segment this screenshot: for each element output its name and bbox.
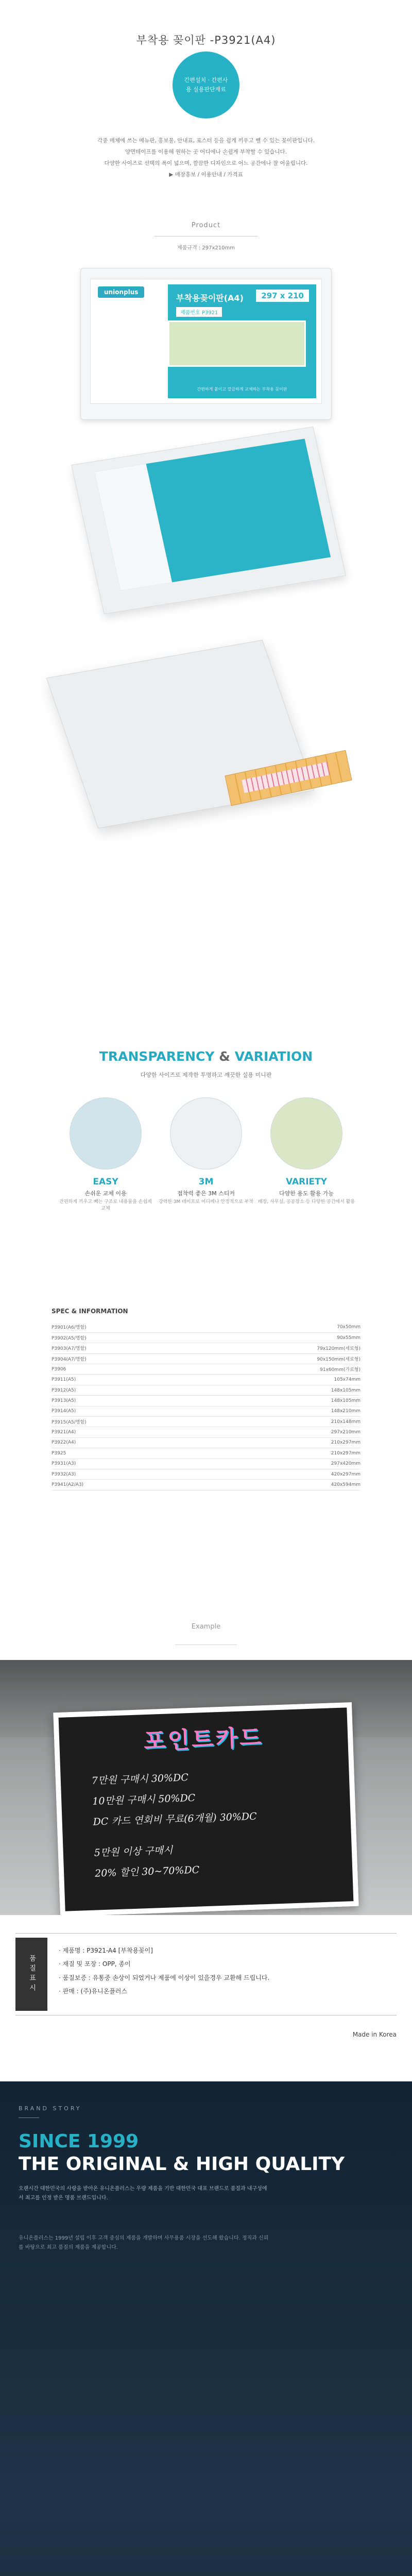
- info-list: [59, 1944, 269, 1998]
- insert-panel: [95, 438, 331, 590]
- spec-model: P3902(A5/명함): [52, 1332, 189, 1343]
- insert-white: [95, 464, 173, 590]
- card-title: 부착용꽂이판(A4): [176, 293, 244, 303]
- spec-row: [52, 1469, 360, 1479]
- product-label: Product: [191, 222, 221, 229]
- spec-model: P3922(A4): [52, 1437, 189, 1448]
- spec-model: P3932(A3): [52, 1469, 189, 1479]
- spec-model: P3912(A5): [52, 1385, 189, 1395]
- spec-size: 420x297mm: [189, 1469, 360, 1479]
- pop-line: DC 카드 연회비 무료(6개월) 30%DC: [93, 1810, 257, 1828]
- brand-original: THE ORIGINAL & HIGH QUALITY: [19, 2154, 345, 2175]
- card-photo: [168, 320, 306, 367]
- spec-model: P3941(A2/A3): [52, 1480, 189, 1490]
- spec-size: 91x60mm(가로형): [189, 1364, 360, 1375]
- feature-name: EASY: [93, 1177, 118, 1187]
- brand-since: SINCE 1999: [19, 2131, 139, 2152]
- transparency-sub: 다양한 사이즈로 제작한 투명하고 깨끗한 실용 미니판: [140, 1072, 272, 1078]
- feature-name: 3M: [198, 1177, 214, 1187]
- pop-line: 20% 할인 30~70%DC: [94, 1864, 200, 1879]
- intro-line: 다양한 사이즈로 선택의 폭이 넓으며, 깔끔한 디자인으로 어느 공간에나 잘 어울립니다.: [104, 160, 308, 167]
- spec-model: P3915(A5/명함): [52, 1417, 189, 1427]
- feature-desc: 손쉬운 교체 이용: [84, 1190, 127, 1197]
- info-item: · 품질보증 : 유통중 손상이 되었거나 제품에 이상이 있을경우 교환해 드립니다.: [59, 1974, 270, 1981]
- spec-row: [52, 1364, 360, 1375]
- made-in: Made in Korea: [352, 2031, 397, 2038]
- spec-row: [52, 1480, 360, 1490]
- spec-size: 148x105mm: [189, 1396, 360, 1406]
- spec-model: P3904(A7/명함): [52, 1353, 189, 1364]
- intro-line: 양면테이프를 이용해 원하는 곳 어디에나 손쉽게 부착할 수 있습니다.: [125, 149, 287, 156]
- product-size: 제품규격 : 297x210mm: [177, 245, 235, 251]
- spec-row: [52, 1427, 360, 1437]
- example-label: Example: [191, 1623, 221, 1631]
- spec-row: [52, 1353, 360, 1364]
- product-image-plate: [46, 640, 315, 828]
- spec-row: [52, 1417, 360, 1427]
- divider: [19, 2117, 39, 2118]
- pop-title: 포인트카드: [143, 1724, 264, 1755]
- brand-logo: unionplus: [98, 286, 144, 298]
- brand-story: [0, 2081, 412, 2576]
- spec-model: P3925: [52, 1448, 189, 1459]
- spec-size: 297x420mm: [189, 1459, 360, 1469]
- spec-model: P3901(A6/명함): [52, 1322, 189, 1332]
- info-item: · 재질 및 포장 : OPP, 종이: [59, 1960, 131, 1968]
- spec-row: [52, 1322, 360, 1332]
- spec-model: P3903(A7/명함): [52, 1343, 189, 1353]
- brand-story-label: BRAND STORY: [19, 2105, 82, 2112]
- spec-model: P3921(A4): [52, 1427, 189, 1437]
- feature-variety: [258, 1097, 355, 1206]
- product-image-angled: [71, 427, 346, 614]
- feature-badge: 간편설치 · 간편사용 실용판단재료: [173, 52, 239, 118]
- spec-size: 297x210mm: [189, 1427, 360, 1437]
- spec-row: [52, 1343, 360, 1353]
- feature-detail: 강력한 3M 테이프로 어디에나 안정적으로 부착: [158, 1199, 254, 1205]
- spec-model: P3913(A5): [52, 1396, 189, 1406]
- feature-desc: 접착력 좋은 3M 스티커: [177, 1190, 235, 1197]
- info-item: · 제품명 : P3921-A4 [부착용꽂이]: [59, 1947, 153, 1954]
- info-tag: 품질표시: [15, 1938, 47, 2011]
- spec-model: P3911(A5): [52, 1375, 189, 1385]
- spec-model: P3931(A3): [52, 1459, 189, 1469]
- brand-paragraph: 유니온플러스는 1999년 설립 이후 고객 중심의 제품을 개발하며 사무용품 시장을 선도해 왔습니다. 정직과 신뢰를 바탕으로 최고 품질의 제품을 제공합니다.: [19, 2235, 269, 2250]
- spec-size: 70x50mm: [189, 1322, 360, 1332]
- brand-paragraph: 오랜시간 대한민국의 사랑을 받아온 유니온플러스는 우량 제품을 기반 대한민국 대표 브랜드로 품질과 내구성에서 최고를 인정 받은 명품 브랜드입니다.: [19, 2186, 267, 2201]
- spec-size: 210x297mm: [189, 1448, 360, 1459]
- card-size: 297 x 210: [256, 290, 309, 302]
- spec-title: SPEC & INFORMATION: [52, 1308, 128, 1315]
- feature-detail: 간편하게 끼우고 빼는 구조로 내용물을 손쉽게 교체: [59, 1199, 152, 1211]
- pop-line: 7만원 구매시 30%DC: [91, 1772, 189, 1787]
- pop-line: 5만원 이상 구매시: [94, 1844, 173, 1859]
- spec-size: 148x210mm: [189, 1406, 360, 1416]
- feature-easy: [57, 1097, 154, 1212]
- feature-3m: [157, 1097, 255, 1206]
- card-model-badge: 제품번호 P3921: [176, 307, 222, 317]
- display-frame: [53, 1702, 358, 1915]
- transparency-heading: [0, 1049, 412, 1064]
- heading-a: TRANSPARENCY: [99, 1049, 215, 1064]
- feature-detail: 매장, 사무실, 공공장소 등 다양한 공간에서 활용: [258, 1199, 355, 1205]
- feature-image: [70, 1097, 142, 1170]
- product-image-front: [80, 268, 332, 420]
- spec-row: [52, 1385, 360, 1395]
- spec-size: 420x594mm: [189, 1480, 360, 1490]
- spec-size: 148x105mm: [189, 1385, 360, 1395]
- spec-row: [52, 1396, 360, 1406]
- example-photo: [0, 1660, 412, 1915]
- feature-desc: 다양한 용도 활용 가능: [279, 1190, 334, 1197]
- pop-line: 10만원 구매시 50%DC: [92, 1792, 196, 1807]
- info-item: · 판매 : (주)유니온플러스: [59, 1988, 127, 1995]
- heading-b: VARIATION: [234, 1049, 313, 1064]
- feature-image: [270, 1097, 342, 1170]
- product-card: [90, 279, 322, 404]
- spec-row: [52, 1375, 360, 1385]
- spec-model: P3914(A5): [52, 1406, 189, 1416]
- feature-name: VARIETY: [285, 1177, 328, 1187]
- card-left-panel: [91, 279, 168, 403]
- intro-text: [0, 135, 412, 180]
- intro-line: ▶ 매장홍보 / 이용안내 / 가격표: [169, 172, 243, 178]
- spec-size: 79x120mm(세로형): [189, 1343, 360, 1353]
- card-caption: 간편하게 붙이고 깔끔하게 교체하는 부착용 꽂이판: [197, 387, 287, 392]
- spec-row: [52, 1332, 360, 1343]
- spec-row: [52, 1437, 360, 1448]
- quality-info: [15, 1933, 397, 2015]
- spec-size: 90x150mm(세로형): [189, 1353, 360, 1364]
- page-title: 부착용 꽂이판 -P3921(A4): [136, 34, 276, 46]
- spec-size: 105x74mm: [189, 1375, 360, 1385]
- spec-table: [52, 1322, 360, 1490]
- spec-row: [52, 1459, 360, 1469]
- spec-row: [52, 1448, 360, 1459]
- spec-size: 210x148mm: [189, 1417, 360, 1427]
- heading-amp: &: [214, 1049, 235, 1064]
- intro-line: 각종 매체에 쓰는 메뉴판, 홍보물, 안내표, 포스터 등을 쉽게 끼우고 뺄 수 있는 꽂이판입니다.: [97, 138, 315, 144]
- spec-model: P3906: [52, 1364, 189, 1375]
- spec-size: 90x55mm: [189, 1332, 360, 1343]
- spec-row: [52, 1406, 360, 1416]
- spec-size: 210x297mm: [189, 1437, 360, 1448]
- feature-image: [170, 1097, 242, 1170]
